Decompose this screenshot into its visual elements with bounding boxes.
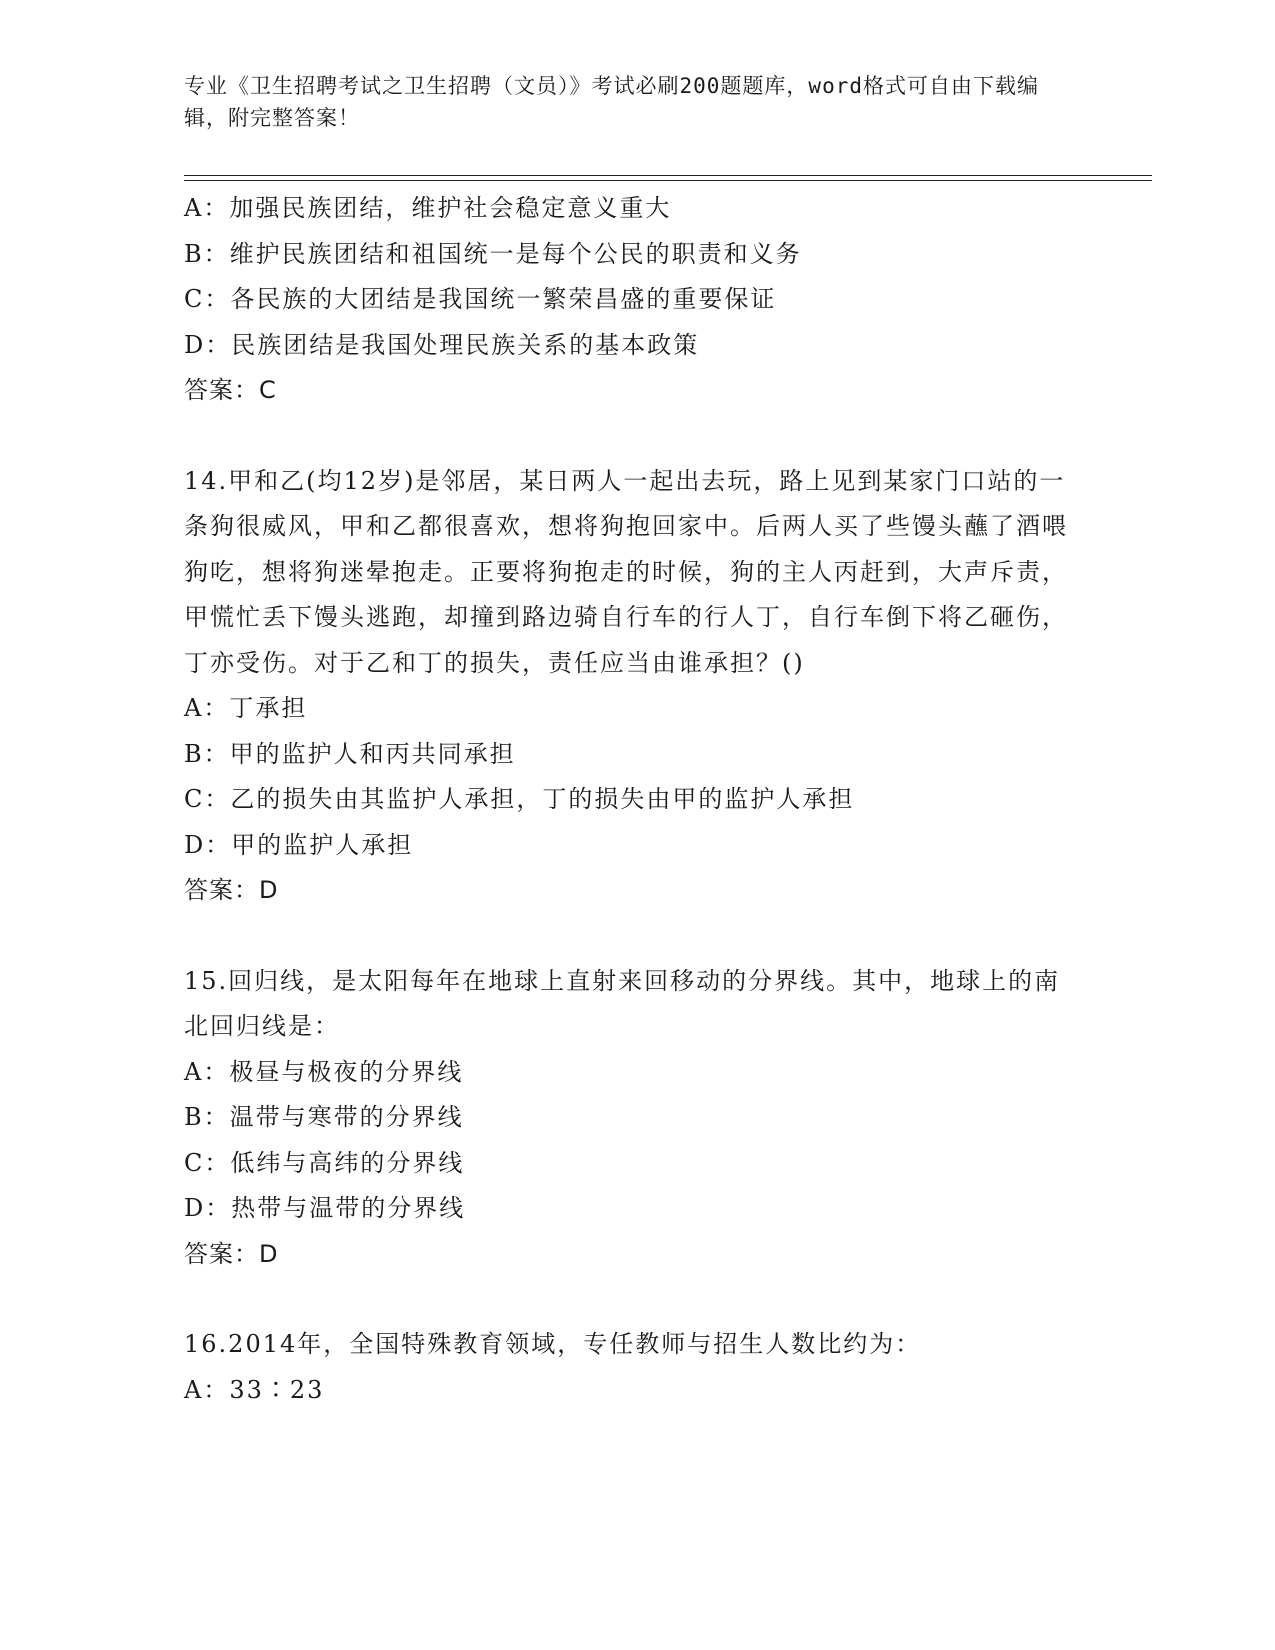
question-stem: 16.2014年，全国特殊教育领域，专任教师与招生人数比约为： [184,1330,922,1358]
question-block-13 [184,186,1074,414]
header-divider-top [184,175,1152,176]
option-b: B：维护民族团结和祖国统一是每个公民的职责和义务 [184,239,802,268]
option-c: C：乙的损失由其监护人承担，丁的损失由甲的监护人承担 [184,785,855,813]
question-list [184,186,1074,1413]
answer: 答案：D [184,1239,279,1268]
option-c: C：各民族的大团结是我国统一繁荣昌盛的重要保证 [184,285,777,313]
option-a: A：极昼与极夜的分界线 [184,1057,464,1086]
option-c: C：低纬与高纬的分界线 [184,1148,465,1177]
option-b: B：甲的监护人和丙共同承担 [184,739,516,768]
option-d: D：甲的监护人承担 [184,830,414,859]
question-block-14 [184,459,1074,914]
option-b: B：温带与寒带的分界线 [184,1103,464,1131]
option-a: A：丁承担 [184,694,308,722]
question-block-16 [184,1322,1074,1413]
question-stem: 15.回归线，是太阳每年在地球上直射来回移动的分界线。其中，地球上的南北回归线是： [184,966,1061,1040]
question-block-15 [184,959,1074,1278]
answer: 答案：C [184,376,277,404]
document-header: 专业《卫生招聘考试之卫生招聘（文员）》考试必刷200题题库，word格式可自由下载编辑，附完整答案！ [184,74,1039,130]
header-divider-bottom [184,180,1152,181]
option-d: D：民族团结是我国处理民族关系的基本政策 [184,330,700,359]
option-a: A：33∶23 [184,1375,325,1404]
question-stem: 14.甲和乙(均12岁)是邻居，某日两人一起出去玩，路上见到某家门口站的一条狗很威风，甲和乙都很喜欢，想将狗抱回家中。后两人买了些馒头蘸了酒喂狗吃，想将狗迷晕抱走。正要将狗抱走的时候，狗的主人丙赶到，大声斥责，甲慌忙丢下馒头逃跑，却撞到路边骑自行车的行人丁，自行车倒下将乙砸伤，丁亦受伤。对于乙和丁的损失，责任应当由谁承担？() [184,466,1068,677]
option-a: A：加强民族团结，维护社会稳定意义重大 [184,194,672,222]
answer: 答案：D [184,876,279,904]
option-d: D：热带与温带的分界线 [184,1194,466,1222]
